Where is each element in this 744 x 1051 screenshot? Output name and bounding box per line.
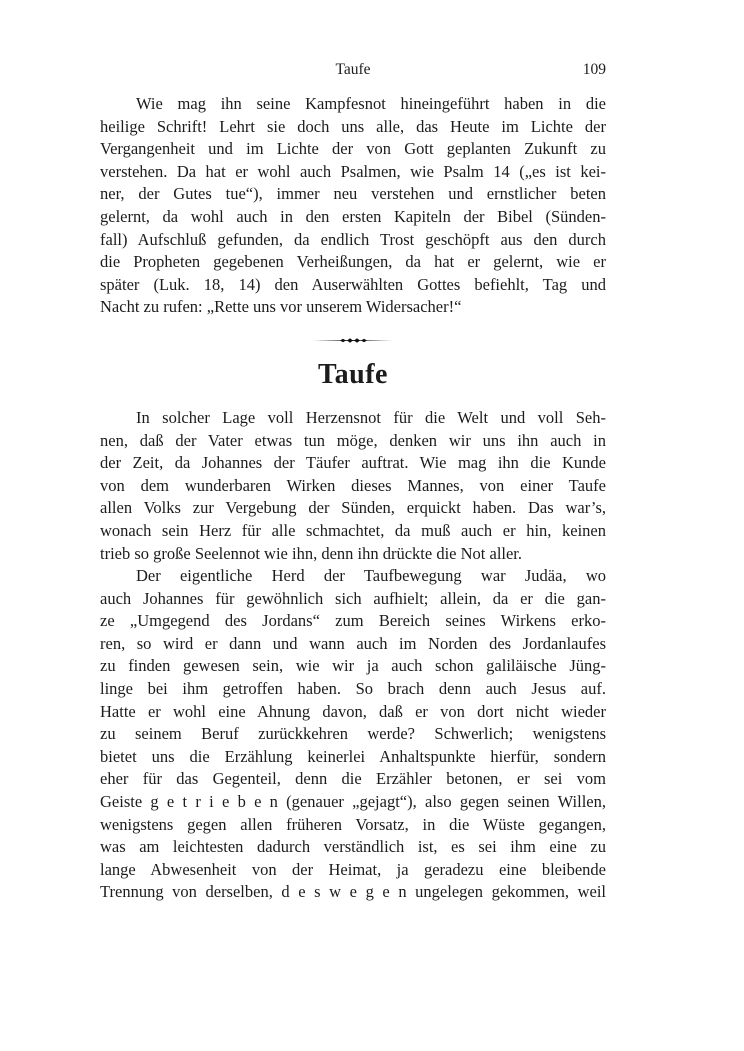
text-line: die Propheten gegebenen Verheißungen, da hat er gelernt, wie er <box>100 252 606 272</box>
running-head-title: Taufe <box>335 61 371 78</box>
running-head <box>100 60 606 80</box>
text-block <box>100 60 606 904</box>
text-line: linge bei ihm getroffen haben. So brach denn auch Jesus auf. <box>100 679 606 699</box>
intro-paragraph <box>100 93 606 319</box>
section-heading: Taufe <box>318 358 388 390</box>
text-line: Trennung von derselben, d e s w e g e n ungelegen gekommen, weil <box>100 882 606 902</box>
text-line: verstehen. Da hat er wohl auch Psalmen, wie Psalm 14 („es ist kei- <box>100 161 606 181</box>
text-line: Nacht zu rufen: „Rette uns vor unserem Widersacher!“ <box>100 297 462 317</box>
text-line: zu finden gewesen sein, wie wir ja auch schon galiläische Jüng- <box>100 656 606 676</box>
text-line: zu seinem Beruf zurückkehren werde? Schwerlich; wenigstens <box>100 724 606 744</box>
text-line: trieb so große Seelennot wie ihn, denn ihn drückte die Not aller. <box>100 543 523 563</box>
section-paragraph-1 <box>100 407 606 565</box>
text-line: Hatte er wohl eine Ahnung davon, daß er von dort nicht wieder <box>100 701 606 721</box>
text-line: gelernt, da wohl auch in den ersten Kapiteln der Bibel (Sünden- <box>100 206 606 226</box>
text-line: nen, daß der Vater etwas tun möge, denken wir uns ihn auch in <box>100 430 606 450</box>
text-line: ze „Umgegend des Jordans“ zum Bereich seines Wirkens erko- <box>100 611 606 631</box>
text-line: auch Johannes für gewöhnlich sich aufhielt; allein, da er die gan- <box>100 588 606 608</box>
text-line: heilige Schrift! Lehrt sie doch uns alle, das Heute im Lichte der <box>100 116 606 136</box>
text-line: eher für das Gegenteil, denn die Erzähler betonen, er sei vom <box>100 769 606 789</box>
text-line: ner, der Gutes tue“), immer neu verstehen und ernstlicher beten <box>100 184 606 204</box>
text-line: später (Luk. 18, 14) den Auserwählten Gottes befiehlt, Tag und <box>100 274 606 294</box>
fleuron-divider-icon <box>313 332 393 341</box>
text-line: Der eigentliche Herd der Taufbewegung war Judäa, wo <box>136 566 606 586</box>
text-line: lange Abwesenheit von der Heimat, ja geradezu eine bleibende <box>100 859 606 879</box>
page-number: 109 <box>582 61 606 78</box>
text-line: Wie mag ihn seine Kampfesnot hineingeführt haben in die <box>136 94 606 113</box>
text-line: Geiste g e t r i e b e n (genauer „gejagt“), also gegen seinen Willen, <box>100 792 606 812</box>
text-line: ren, so wird er dann und wann auch im Norden des Jordanlaufes <box>100 633 606 653</box>
text-line: bietet uns die Erzählung keinerlei Anhaltspunkte hierfür, sondern <box>100 746 606 766</box>
text-line: allen Volks zur Vergebung der Sünden, erquickt haben. Das war’s, <box>100 498 606 518</box>
text-line: wenigstens gegen allen früheren Vorsatz, in die Wüste gegangen, <box>100 814 606 834</box>
text-line: wonach sein Herz für alle schmachtet, da muß auch er hin, keinen <box>100 520 606 540</box>
text-line: der Zeit, da Johannes der Täufer auftrat. Wie mag ihn die Kunde <box>100 453 606 473</box>
text-line: von dem wunderbaren Wirken dieses Mannes, von einer Taufe <box>100 475 606 495</box>
text-line: In solcher Lage voll Herzensnot für die Welt und voll Seh- <box>136 407 606 427</box>
text-line: Vergangenheit und im Lichte der von Gott geplanten Zukunft zu <box>100 139 606 159</box>
text-line: was am leichtesten dadurch verständlich ist, es sei ihm eine zu <box>100 837 606 857</box>
section-paragraph-2 <box>100 565 606 904</box>
text-line: fall) Aufschluß gefunden, da endlich Trost geschöpft aus den durch <box>100 229 606 249</box>
